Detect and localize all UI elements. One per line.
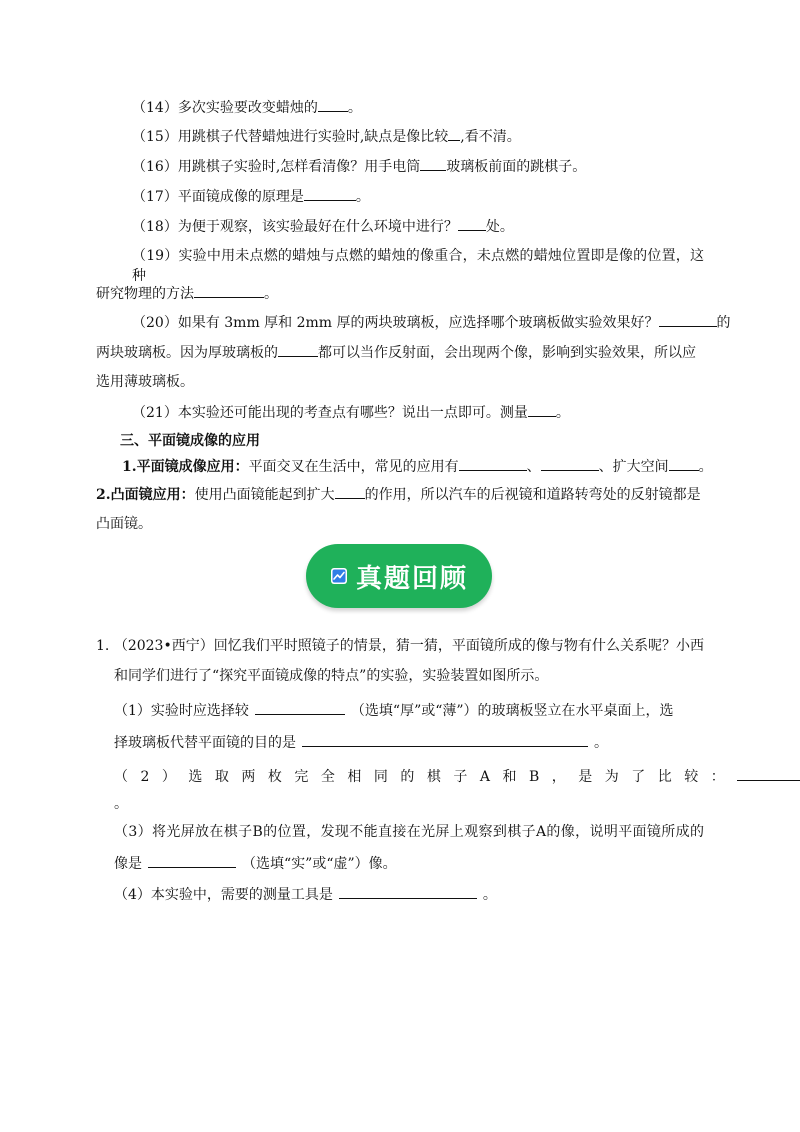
answer-blank [194, 283, 264, 298]
section3-item1: 1.平面镜成像应用：平面交叉在生活中，常见的应用有 、 、扩大空间 。 [122, 456, 800, 477]
q14-text: （14）多次实验要改变蜡烛的 [132, 100, 318, 116]
q18-text: （18）为便于观察，该实验最好在什么环境中进行？ [132, 219, 458, 235]
answer-blank [448, 126, 460, 141]
answer-blank [339, 884, 477, 899]
review-q16: （16）用跳棋子实验时,怎样看清像？用手电筒 玻璃板前面的跳棋子。 [132, 156, 800, 177]
answer-blank [304, 186, 356, 201]
q16-text: （16）用跳棋子实验时,怎样看清像？用手电筒 [132, 159, 421, 175]
review-q19-line1: （19）实验中用未点燃的蜡烛与点燃的蜡烛的像重合，未点燃的蜡烛位置即是像的位置，这种 [132, 248, 704, 284]
question1-stem-line2: 和同学们进行了“探究平面镜成像的特点”的实验，实验装置如图所示。 [114, 668, 549, 684]
question1-stem-line1: 1. （2023•西宁）回忆我们平时照镜子的情景，猜一猜，平面镜所成的像与物有什么关系呢？小西 [96, 638, 704, 654]
q17-text: （17）平面镜成像的原理是 [132, 189, 304, 205]
item1-label: 1.平面镜成像应用： [122, 459, 249, 475]
answer-blank [335, 484, 365, 499]
question1-part3-line1: （3）将光屏放在棋子B的位置，发现不能直接在光屏上观察到棋子A的像，说明平面镜所成的 [114, 824, 704, 840]
banner-label: 真题回顾 [355, 563, 468, 594]
review-q15: （15）用跳棋子代替蜡烛进行实验时,缺点是像比较 ,看不清。 [132, 126, 800, 147]
review-q19-line2: 研究物理的方法 。 [96, 283, 800, 304]
question1-part2-line2: 。 [114, 796, 128, 812]
q15-text: （15）用跳棋子代替蜡烛进行实验时,缺点是像比较 [132, 129, 449, 145]
review-q17: （17）平面镜成像的原理是 。 [132, 186, 800, 207]
answer-blank [255, 700, 345, 715]
answer-blank [302, 732, 588, 747]
answer-blank [737, 766, 800, 781]
answer-blank [541, 456, 599, 471]
review-q20-line3: 选用薄玻璃板。 [96, 374, 194, 390]
chart-icon [330, 567, 348, 585]
review-q20-line1: （20）如果有 3mm 厚和 2mm 厚的两块玻璃板，应选择哪个玻璃板做实验效果好？ 的 [132, 312, 800, 333]
section-heading: 三、平面镜成像的应用 [120, 433, 260, 449]
answer-blank [528, 402, 556, 417]
answer-blank [458, 216, 486, 231]
answer-blank [318, 97, 348, 112]
question1-part1-line2: 择玻璃板代替平面镜的目的是 。 [114, 732, 800, 753]
review-q20-line2: 两块玻璃板。因为厚玻璃板的 都可以当作反射面，会出现两个像，影响到实验效果，所以应 [96, 342, 800, 363]
item2-label: 2.凸面镜应用： [96, 487, 195, 503]
section3-item2: 2.凸面镜应用：使用凸面镜能起到扩大 的作用，所以汽车的后视镜和道路转弯处的反射镜都是 [96, 484, 800, 505]
section3-item2-line2: 凸面镜。 [96, 516, 152, 532]
answer-blank [148, 853, 236, 868]
review-q18: （18）为便于观察，该实验最好在什么环境中进行？ 处。 [132, 216, 800, 237]
question1-part4: （4）本实验中，需要的测量工具是 。 [114, 884, 800, 905]
answer-blank [278, 342, 318, 357]
question1-part2-line1: （2）选取两枚完全相同的棋子A和B，是为了比较： [114, 766, 800, 787]
question1-part3-line2: 像是 （选填“实”或“虚”）像。 [114, 853, 800, 874]
review-q21: （21）本实验还可能出现的考查点有哪些？说出一点即可。测量 。 [132, 402, 800, 423]
question1-part1-line1: （1）实验时应选择较 （选填“厚”或“薄”）的玻璃板竖立在水平桌面上，选 [114, 700, 800, 721]
answer-blank [659, 312, 717, 327]
answer-blank [459, 456, 527, 471]
review-q14: （14）多次实验要改变蜡烛的 。 [132, 97, 800, 118]
answer-blank [669, 456, 699, 471]
past-exam-banner [306, 544, 492, 608]
answer-blank [420, 156, 446, 171]
